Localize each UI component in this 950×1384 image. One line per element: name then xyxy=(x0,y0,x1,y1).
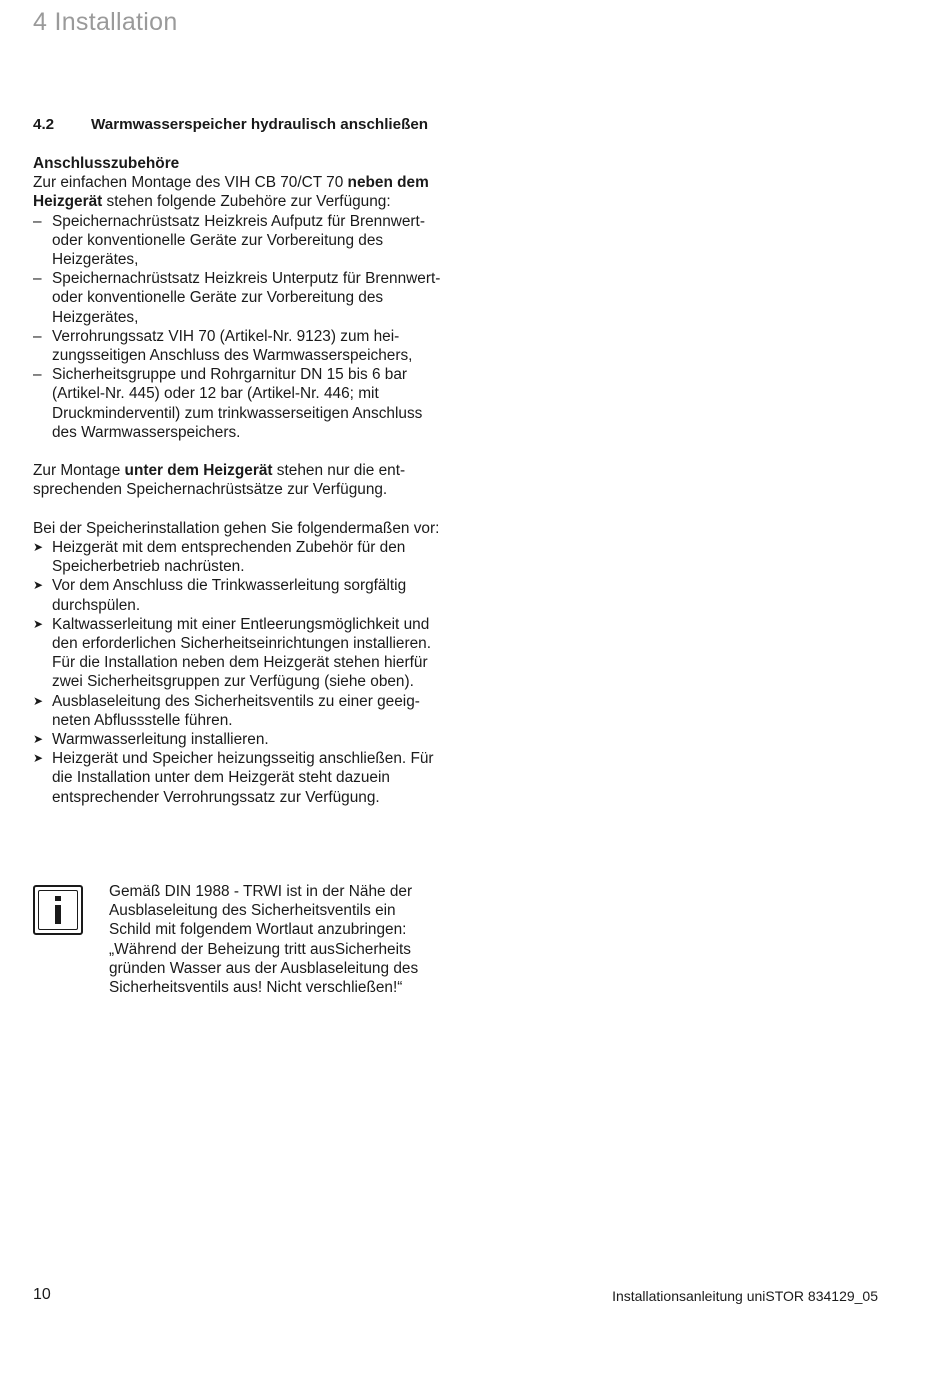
list-item: – Speichernachrüstsatz Heizkreis Unterputz für Brennwert- oder konventionelle Geräte zur Vorbereitung des Heizgerätes, xyxy=(33,269,448,327)
accessory-list xyxy=(33,212,448,442)
note-line: Schild mit folgendem Wortlaut anzubringen: xyxy=(109,921,407,939)
document-label: Installationsanleitung uniSTOR 834129_05 xyxy=(612,1288,878,1304)
info-icon xyxy=(33,885,83,935)
procedure-steps xyxy=(33,538,448,807)
note-line: Sicherheitsventils aus! Nicht verschließen!“ xyxy=(109,979,403,997)
note-line: Ausblaseleitung des Sicherheitsventils ein xyxy=(109,902,396,920)
list-item: ➤ Ausblaseleitung des Sicherheitsventils zu einer geeigneten Abflussstelle führen. xyxy=(33,692,420,729)
intro-text-2: stehen folgende Zubehöre zur Verfügung: xyxy=(102,193,391,211)
intro-bold: neben dem Heizgerät xyxy=(33,174,429,211)
note-line: „Während der Beheizung tritt ausSicherheits xyxy=(109,940,411,958)
chapter-title: 4 Installation xyxy=(33,8,178,36)
list-item: ➤ Kaltwasserleitung mit einer Entleerungsmöglichkeit und den erforderlichen Sicherheitseinrichtungen installieren. Für die Installation neben dem Heizgerät stehen hierfür zwei Sicherheitsgruppen zur Verfügung (siehe oben). xyxy=(33,615,432,691)
procedure-intro: Bei der Speicherinstallation gehen Sie folgendermaßen vor: xyxy=(33,519,440,537)
under-text-1: Zur Montage xyxy=(33,462,125,480)
under-device-paragraph xyxy=(33,461,448,499)
info-note xyxy=(33,882,453,997)
page-number: 10 xyxy=(33,1286,51,1303)
arrow-icon: ➤ xyxy=(33,578,44,593)
list-item: – Speichernachrüstsatz Heizkreis Aufputz für Brennwert- oder konventionelle Geräte zur Vorbereitung des Heizgerätes, xyxy=(33,212,448,270)
note-line: gründen Wasser aus der Ausblaseleitung des xyxy=(109,959,419,977)
arrow-icon: ➤ xyxy=(33,693,44,708)
content-column xyxy=(33,114,448,807)
list-item: ➤ Vor dem Anschluss die Trinkwasserleitung sorgfältig durchspülen. xyxy=(33,577,407,614)
arrow-icon: ➤ xyxy=(33,732,44,747)
under-text-2: stehen nur die entsprechenden Speichernachrüstsätze zur Verfügung. xyxy=(33,462,406,499)
arrow-icon: ➤ xyxy=(33,751,44,766)
arrow-icon: ➤ xyxy=(33,616,44,631)
arrow-icon: ➤ xyxy=(33,540,44,555)
subheading: Anschlusszubehöre xyxy=(33,155,180,172)
list-item: – Verrohrungssatz VIH 70 (Artikel-Nr. 9123) zum heizungsseitigen Anschluss des Warmwasserspeichers, xyxy=(33,327,448,365)
intro-text-1: Zur einfachen Montage des VIH CB 70/CT 70 xyxy=(33,174,348,192)
list-item: – Sicherheitsgruppe und Rohrgarnitur DN 15 bis 6 bar (Artikel-Nr. 445) oder 12 bar (Artikel-Nr. 446; mit Druckminderventil) zum trinkwasserseitigen Anschluss des Warmwasserspeichers. xyxy=(33,365,448,442)
section-title: Warmwasserspeicher hydraulisch anschließen xyxy=(91,116,429,134)
under-bold: unter dem Heizgerät xyxy=(124,462,273,480)
list-item: ➤ Heizgerät mit dem entsprechenden Zubehör für den Speicherbetrieb nachrüsten. xyxy=(33,539,406,576)
section-number: 4.2 xyxy=(33,116,55,134)
note-text xyxy=(109,882,453,997)
section-heading xyxy=(33,114,448,136)
note-line: Gemäß DIN 1988 - TRWI ist in der Nähe der xyxy=(109,883,413,900)
list-item: ➤ Heizgerät und Speicher heizungsseitig anschließen. Für die Installation unter dem Heizgerät steht dazuein entsprechender Verrohrungssatz zur Verfügung. xyxy=(33,750,434,806)
intro-paragraph xyxy=(33,173,448,211)
list-item: ➤ Warmwasserleitung installieren. xyxy=(33,731,269,749)
